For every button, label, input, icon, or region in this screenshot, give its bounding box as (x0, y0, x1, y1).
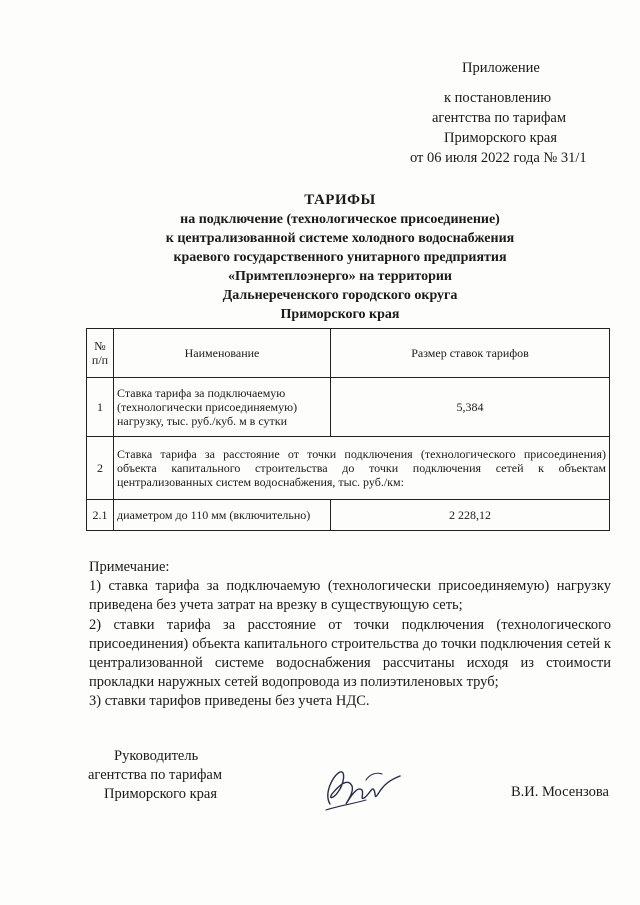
appendix-resolution: к постановлению (444, 90, 552, 106)
notes-heading: Примечание: (89, 559, 170, 575)
document-title (40, 190, 640, 324)
appendix-date: от 06 июля 2022 года № 31/1 (410, 150, 587, 166)
note-item: 2) ставки тарифа за расстояние от точки подключения (технологического присоединения) объекта капитального строительства до точки подключения сетей к централизованной системе водоснабжения рассчитаны исходя из стоимости прокладки наружных сетей водопровода из полиэтиленовых труб; (89, 616, 611, 691)
table-row (87, 500, 610, 531)
row-rate: 2 228,12 (331, 500, 610, 531)
title-line: на подключение (технологическое присоединение) (180, 212, 500, 227)
title-main: ТАРИФЫ (304, 192, 376, 208)
note-item: 1) ставка тарифа за подключаемую (технологически присоединяемую) нагрузку приведена без учета затрат на врезку в существующую сеть; (89, 578, 611, 614)
title-line: «Примтеплоэнерго» на территории (228, 269, 452, 284)
row-num: 1 (87, 378, 114, 437)
header-rate: Размер ставок тарифов (331, 329, 610, 378)
appendix-title: Приложение (462, 60, 540, 76)
title-line: к централизованной системе холодного водоснабжения (165, 231, 515, 246)
header-name: Наименование (114, 329, 331, 378)
signer-position-line: Руководитель (114, 748, 199, 764)
notes-section (89, 558, 611, 712)
row-num: 2 (87, 437, 114, 500)
appendix-region: Приморского края (444, 130, 558, 146)
row-num: 2.1 (87, 500, 114, 531)
row-name: Ставка тарифа за подключаемую (технологически присоединяемую) нагрузку, тыс. руб./куб. м в сутки (114, 378, 331, 437)
signer-position-line: агентства по тарифам (88, 767, 222, 783)
tariffs-table (86, 328, 610, 531)
title-line: Приморского края (280, 307, 400, 322)
table-row (87, 437, 610, 500)
title-line: Дальнереченского городского округа (222, 288, 458, 303)
signer-name: В.И. Мосензова (511, 784, 609, 800)
row-name: диаметром до 110 мм (включительно) (114, 500, 331, 531)
title-line: краевого государственного унитарного предприятия (173, 250, 507, 265)
header-num: № п/п (87, 329, 114, 378)
table-header-row (87, 329, 610, 378)
row-name: Ставка тарифа за расстояние от точки подключения (технологического присоединения) объекта капитального строительства до точки подключения сетей к объектам централизованных систем водоснабжения, тыс. руб./км: (114, 437, 610, 500)
table-row (87, 378, 610, 437)
row-rate: 5,384 (331, 378, 610, 437)
handwritten-signature (318, 764, 404, 814)
appendix-agency: агентства по тарифам (432, 110, 566, 126)
note-item: 3) ставки тарифов приведены без учета НДС. (89, 693, 370, 710)
signer-position-line: Приморского края (104, 786, 218, 802)
